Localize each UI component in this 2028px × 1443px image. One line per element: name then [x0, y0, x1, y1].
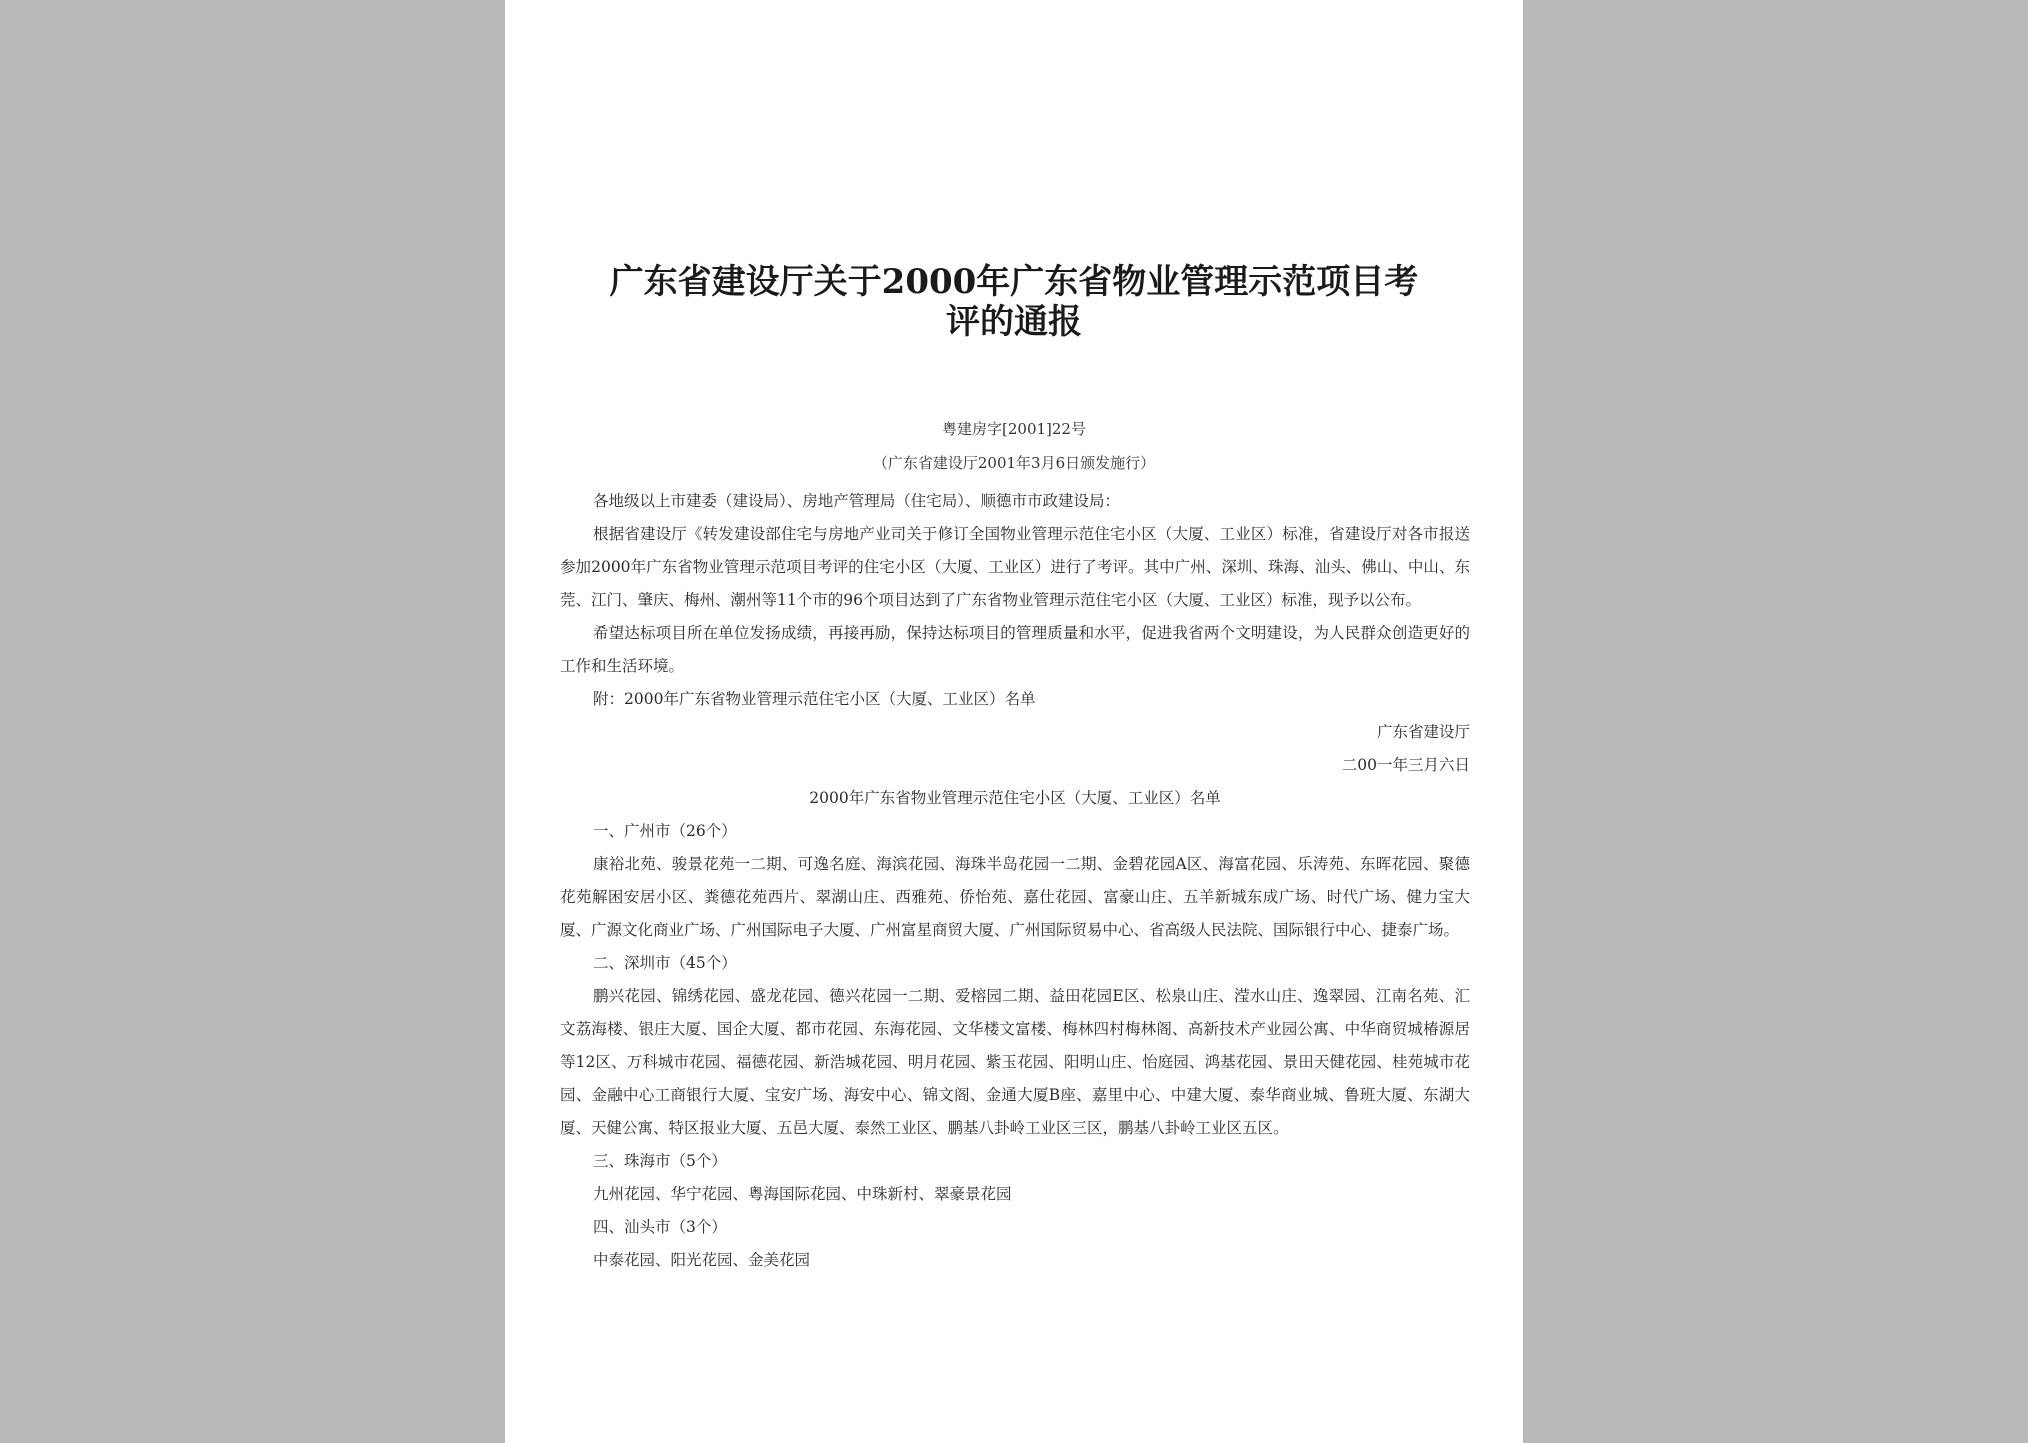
signer: 广东省建设厅 [1376, 723, 1470, 741]
addressee: 各地级以上市建委（建设局）、房地产管理局（住宅局）、顺德市市政建设局： [593, 492, 1121, 510]
title-line-2: 评的通报 [946, 302, 1082, 342]
section-content: 鹏兴花园、锦绣花园、盛龙花园、德兴花园一二期、爱榕园二期、益田花园E区、松泉山庄、滢水山庄、逸翠园、江南名苑、汇文荔海楼、银庄大厦、国企大厦、都市花园、东海花园、文华楼文富楼、梅林四村梅林阁、高新技术产业园公寓、中华商贸城椿源居等12区、万科城市花园、福德花园、新浩城花园、明月花园、紫玉花园、阳明山庄、怡庭园、鸿基花园、景田天健花园、桂苑城市花园、金融中心工商银行大厦、宝安广场、海安中心、锦文阁、金通大厦B座、嘉里中心、中建大厦、泰华商业城、鲁班大厦、东湖大厦、天健公寓、特区报业大厦、五邑大厦、泰然工业区、鹏基八卦岭工业区三区，鹏基八卦岭工业区五区。 [560, 987, 1470, 1137]
section-content: 九州花园、华宁花园、粤海国际花园、中珠新村、翠豪景花园 [593, 1185, 1012, 1203]
section-content: 康裕北苑、骏景花苑一二期、可逸名庭、海滨花园、海珠半岛花园一二期、金碧花园A区、海富花园、乐涛苑、东晖花园、聚德花苑解困安居小区、粪德花苑西片、翠湖山庄、西雅苑、侨怡苑、嘉仕花园、富豪山庄、五羊新城东成广场、时代广场、健力宝大厦、广源文化商业广场、广州国际电子大厦、广州富星商贸大厦、广州国际贸易中心、省高级人民法院、国际银行中心、捷泰广场。 [560, 855, 1470, 939]
section-heading: 二、深圳市（45个） [593, 954, 737, 972]
list-title: 2000年广东省物业管理示范住宅小区（大厦、工业区）名单 [809, 789, 1221, 807]
title-line-1: 广东省建设厅关于2000年广东省物业管理示范项目考 [609, 262, 1419, 302]
issue-note: （广东省建设厅2001年3月6日颁发施行） [872, 454, 1156, 472]
section-content: 中泰花园、阳光花园、金美花园 [593, 1251, 811, 1269]
document-page [505, 0, 1523, 1443]
paragraph-1: 根据省建设厅《转发建设部住宅与房地产业司关于修订全国物业管理示范住宅小区（大厦、工业区）标准，省建设厅对各市报送参加2000年广东省物业管理示范项目考评的住宅小区（大厦、工业区）进行了考评。其中广州、深圳、珠海、汕头、佛山、中山、东莞、江门、肇庆、梅州、潮州等11个市的96个项目达到了广东省物业管理示范住宅小区（大厦、工业区）标准，现予以公布。 [560, 525, 1470, 609]
signing-date: 二00一年三月六日 [1341, 756, 1470, 774]
section-heading: 四、汕头市（3个） [593, 1218, 727, 1236]
page-title [600, 262, 1428, 342]
section-heading: 三、珠海市（5个） [593, 1152, 727, 1170]
paragraph-2: 希望达标项目所在单位发扬成绩，再接再励，保持达标项目的管理质量和水平，促进我省两个文明建设，为人民群众创造更好的工作和生活环境。 [560, 624, 1470, 675]
attachment-note: 附：2000年广东省物业管理示范住宅小区（大厦、工业区）名单 [593, 690, 1036, 708]
section-heading: 一、广州市（26个） [593, 822, 737, 840]
document-number: 粤建房字[2001]22号 [942, 420, 1086, 438]
document-body [560, 485, 1470, 1277]
